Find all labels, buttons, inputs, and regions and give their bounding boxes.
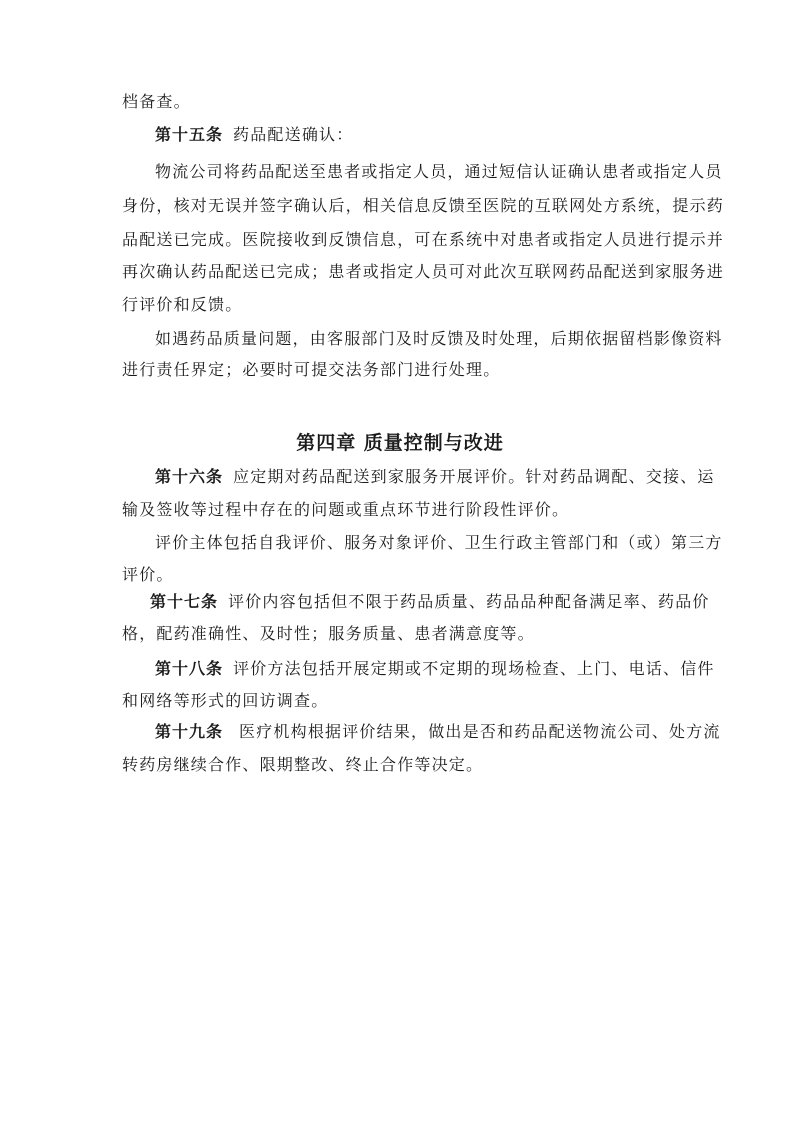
text-segment: 转药房继续合作、限期整改、终止合作等决定。 bbox=[122, 755, 484, 774]
article-number: 第十五条 bbox=[155, 125, 224, 144]
text-line bbox=[122, 262, 724, 282]
article-text: 应定期对药品配送到家服务开展评价。针对药品调配、交接、运 bbox=[233, 467, 715, 486]
article-number: 第十八条 bbox=[155, 659, 224, 678]
text-line bbox=[122, 565, 174, 585]
article-15-heading bbox=[155, 125, 353, 145]
text-line bbox=[155, 162, 723, 182]
text-segment: 格，配药准确性、及时性；服务质量、患者满意度等。 bbox=[122, 624, 535, 643]
text-segment: 进行责任界定；必要时可提交法务部门进行处理。 bbox=[122, 360, 501, 379]
article-16-line bbox=[155, 467, 715, 487]
text-segment: 行评价和反馈。 bbox=[122, 295, 243, 314]
article-number: 第十七条 bbox=[150, 592, 219, 611]
text-line bbox=[155, 329, 723, 349]
article-number: 第十九条 bbox=[155, 722, 224, 741]
text-segment: 如遇药品质量问题，由客服部门及时反馈及时处理，后期依据留档影像资料 bbox=[155, 329, 723, 348]
text-segment: 品配送已完成。医院接收到反馈信息，可在系统中对患者或指定人员进行提示并 bbox=[122, 230, 725, 249]
article-text: 评价方法包括开展定期或不定期的现场检查、上门、电话、信件 bbox=[233, 659, 715, 678]
text-line bbox=[122, 196, 724, 216]
article-text: 药品配送确认： bbox=[233, 125, 354, 144]
text-segment: 评价。 bbox=[122, 565, 174, 584]
article-text: 医疗机构根据评价结果，做出是否和药品配送物流公司、处方流 bbox=[239, 722, 721, 741]
article-number: 第十六条 bbox=[155, 467, 224, 486]
text-line bbox=[122, 755, 483, 775]
text-line bbox=[155, 533, 723, 553]
text-segment: 评价主体包括自我评价、服务对象评价、卫生行政主管部门和（或）第三方 bbox=[155, 533, 723, 552]
text-line bbox=[122, 624, 535, 644]
text-segment: 档备查。 bbox=[122, 92, 191, 111]
text-segment: 和网络等形式的回访调查。 bbox=[122, 691, 329, 710]
article-17-line bbox=[150, 592, 710, 612]
text-line bbox=[122, 295, 242, 315]
chapter-heading: 第四章 质量控制与改进 bbox=[296, 432, 504, 454]
article-text: 评价内容包括但不限于药品质量、药品品种配备满足率、药品价 bbox=[228, 592, 710, 611]
text-line bbox=[122, 360, 500, 380]
text-line bbox=[122, 92, 191, 112]
article-18-line bbox=[155, 659, 715, 679]
text-segment: 再次确认药品配送已完成；患者或指定人员可对此次互联网药品配送到家服务进 bbox=[122, 262, 725, 281]
text-line bbox=[122, 230, 724, 250]
text-segment: 身份，核对无误并签字确认后，相关信息反馈至医院的互联网处方系统，提示药 bbox=[122, 196, 725, 215]
text-segment: 输及签收等过程中存在的问题或重点环节进行阶段性评价。 bbox=[122, 500, 570, 519]
article-19-line bbox=[155, 722, 721, 742]
text-line bbox=[122, 500, 569, 520]
text-line bbox=[122, 691, 328, 711]
text-segment: 物流公司将药品配送至患者或指定人员，通过短信认证确认患者或指定人员 bbox=[155, 162, 723, 181]
